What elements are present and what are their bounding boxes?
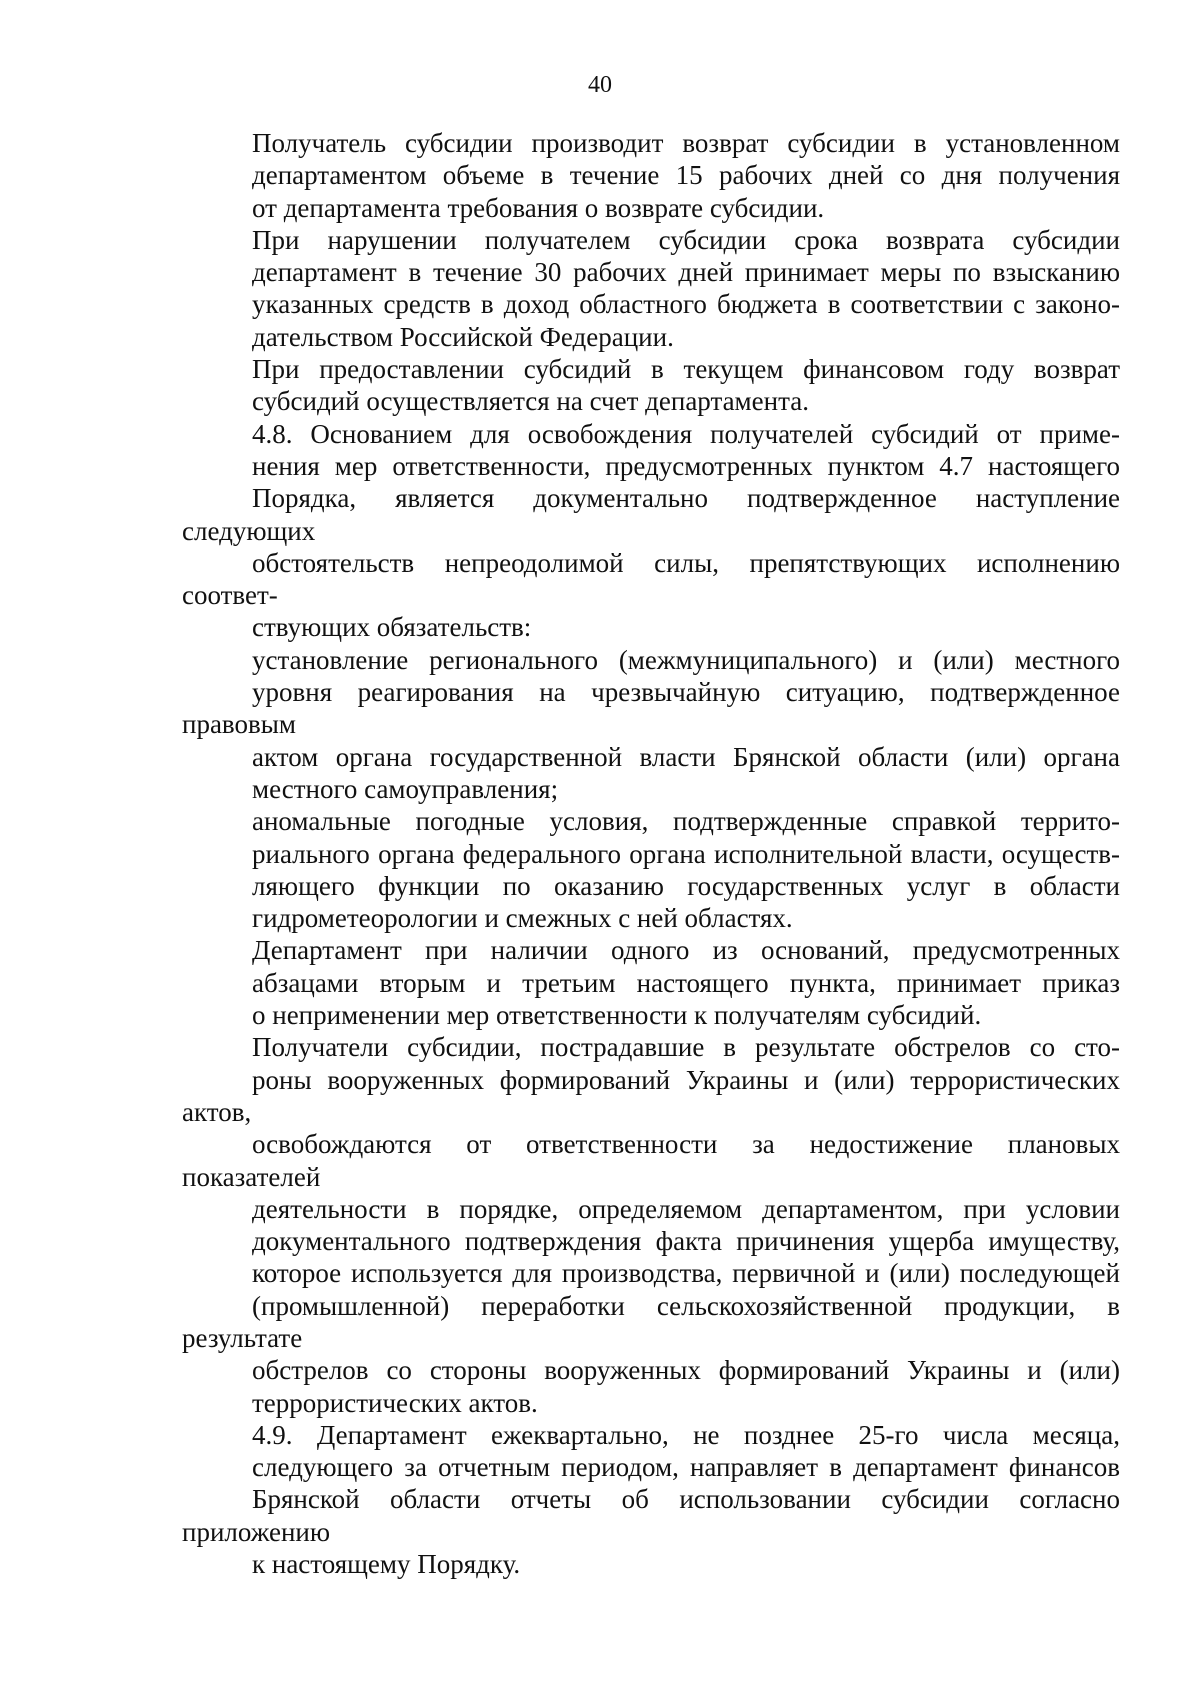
text-line: субсидий осуществляется на счет департамента. <box>252 386 809 417</box>
text-line: местного самоуправления; <box>252 773 559 804</box>
text-line: При нарушении получателем субсидии срока возврата субсидии <box>252 224 1120 255</box>
paragraph-emergency-response <box>182 644 1120 805</box>
paragraph-subsidy-return <box>182 127 1120 224</box>
text-line: террористических актов. <box>252 1387 538 1418</box>
paragraph-weather-conditions <box>182 805 1120 934</box>
page-number: 40 <box>588 72 612 98</box>
text-line: риального органа федерального органа исполнительной власти, осуществ- <box>252 838 1120 869</box>
paragraph-shelling-victims <box>182 1031 1120 1419</box>
paragraph-return-violation <box>182 224 1120 353</box>
text-line: гидрометеорологии и смежных с ней областях. <box>252 903 793 934</box>
text-line: деятельности в порядке, определяемом департаментом, при условии <box>252 1193 1120 1224</box>
text-line: актом органа государственной власти Брянской области (или) органа <box>252 741 1120 772</box>
paragraph-clause-4-9 <box>182 1419 1120 1580</box>
text-line: ляющего функции по оказанию государственных услуг в области <box>252 870 1120 901</box>
text-line: абзацами вторым и третьим настоящего пункта, принимает приказ <box>252 967 1120 998</box>
text-line: которое используется для производства, первичной и (или) последующей <box>252 1258 1120 1289</box>
text-line: (промышленной) переработки сельскохозяйственной продукции, в результате <box>182 1290 1120 1353</box>
text-line: уровня реагирования на чрезвычайную ситуацию, подтвержденное правовым <box>182 677 1120 740</box>
text-line: 4.9. Департамент ежеквартально, не позднее 25-го числа месяца, <box>252 1419 1120 1450</box>
document-body <box>182 127 1120 1580</box>
text-line: Получатели субсидии, пострадавшие в результате обстрелов со сто- <box>252 1032 1120 1063</box>
text-line: дательством Российской Федерации. <box>252 321 674 352</box>
text-line: Порядка, является документально подтвержденное наступление следующих <box>182 483 1120 546</box>
text-line: аномальные погодные условия, подтвержденные справкой террито- <box>252 806 1120 837</box>
text-line: нения мер ответственности, предусмотренных пунктом 4.7 настоящего <box>252 450 1120 481</box>
text-line: департаментом объеме в течение 15 рабочих дней со дня получения <box>252 160 1120 191</box>
text-line: установление регионального (межмуниципального) и (или) местного <box>252 644 1120 675</box>
text-line: ствующих обязательств: <box>252 612 532 643</box>
text-line: Получатель субсидии производит возврат субсидии в установленном <box>252 128 1120 158</box>
paragraph-department-order <box>182 934 1120 1031</box>
text-line: документального подтверждения факта причинения ущерба имуществу, <box>252 1226 1120 1257</box>
paragraph-clause-4-8 <box>182 418 1120 644</box>
text-line: департамент в течение 30 рабочих дней принимает меры по взысканию <box>252 257 1120 288</box>
text-line: При предоставлении субсидий в текущем финансовом году возврат <box>252 354 1120 385</box>
text-line: роны вооруженных формирований Украины и (или) террористических актов, <box>182 1064 1120 1127</box>
text-line: от департамента требования о возврате субсидии. <box>252 192 825 223</box>
text-line: освобождаются от ответственности за недостижение плановых показателей <box>182 1129 1120 1192</box>
text-line: Брянской области отчеты об использовании субсидии согласно приложению <box>182 1484 1120 1547</box>
text-line: обстрелов со стороны вооруженных формирований Украины и (или) <box>252 1355 1120 1386</box>
text-line: указанных средств в доход областного бюджета в соответствии с законо- <box>252 289 1120 320</box>
text-line: о неприменении мер ответственности к получателям субсидий. <box>252 1000 982 1031</box>
text-line: 4.8. Основанием для освобождения получателей субсидий от приме- <box>252 418 1120 449</box>
paragraph-current-year-return <box>182 353 1120 418</box>
text-line: Департамент при наличии одного из оснований, предусмотренных <box>252 935 1120 966</box>
text-line: следующего за отчетным периодом, направляет в департамент финансов <box>252 1452 1120 1483</box>
text-line: к настоящему Порядку. <box>252 1549 521 1580</box>
text-line: обстоятельств непреодолимой силы, препятствующих исполнению соответ- <box>182 547 1120 611</box>
